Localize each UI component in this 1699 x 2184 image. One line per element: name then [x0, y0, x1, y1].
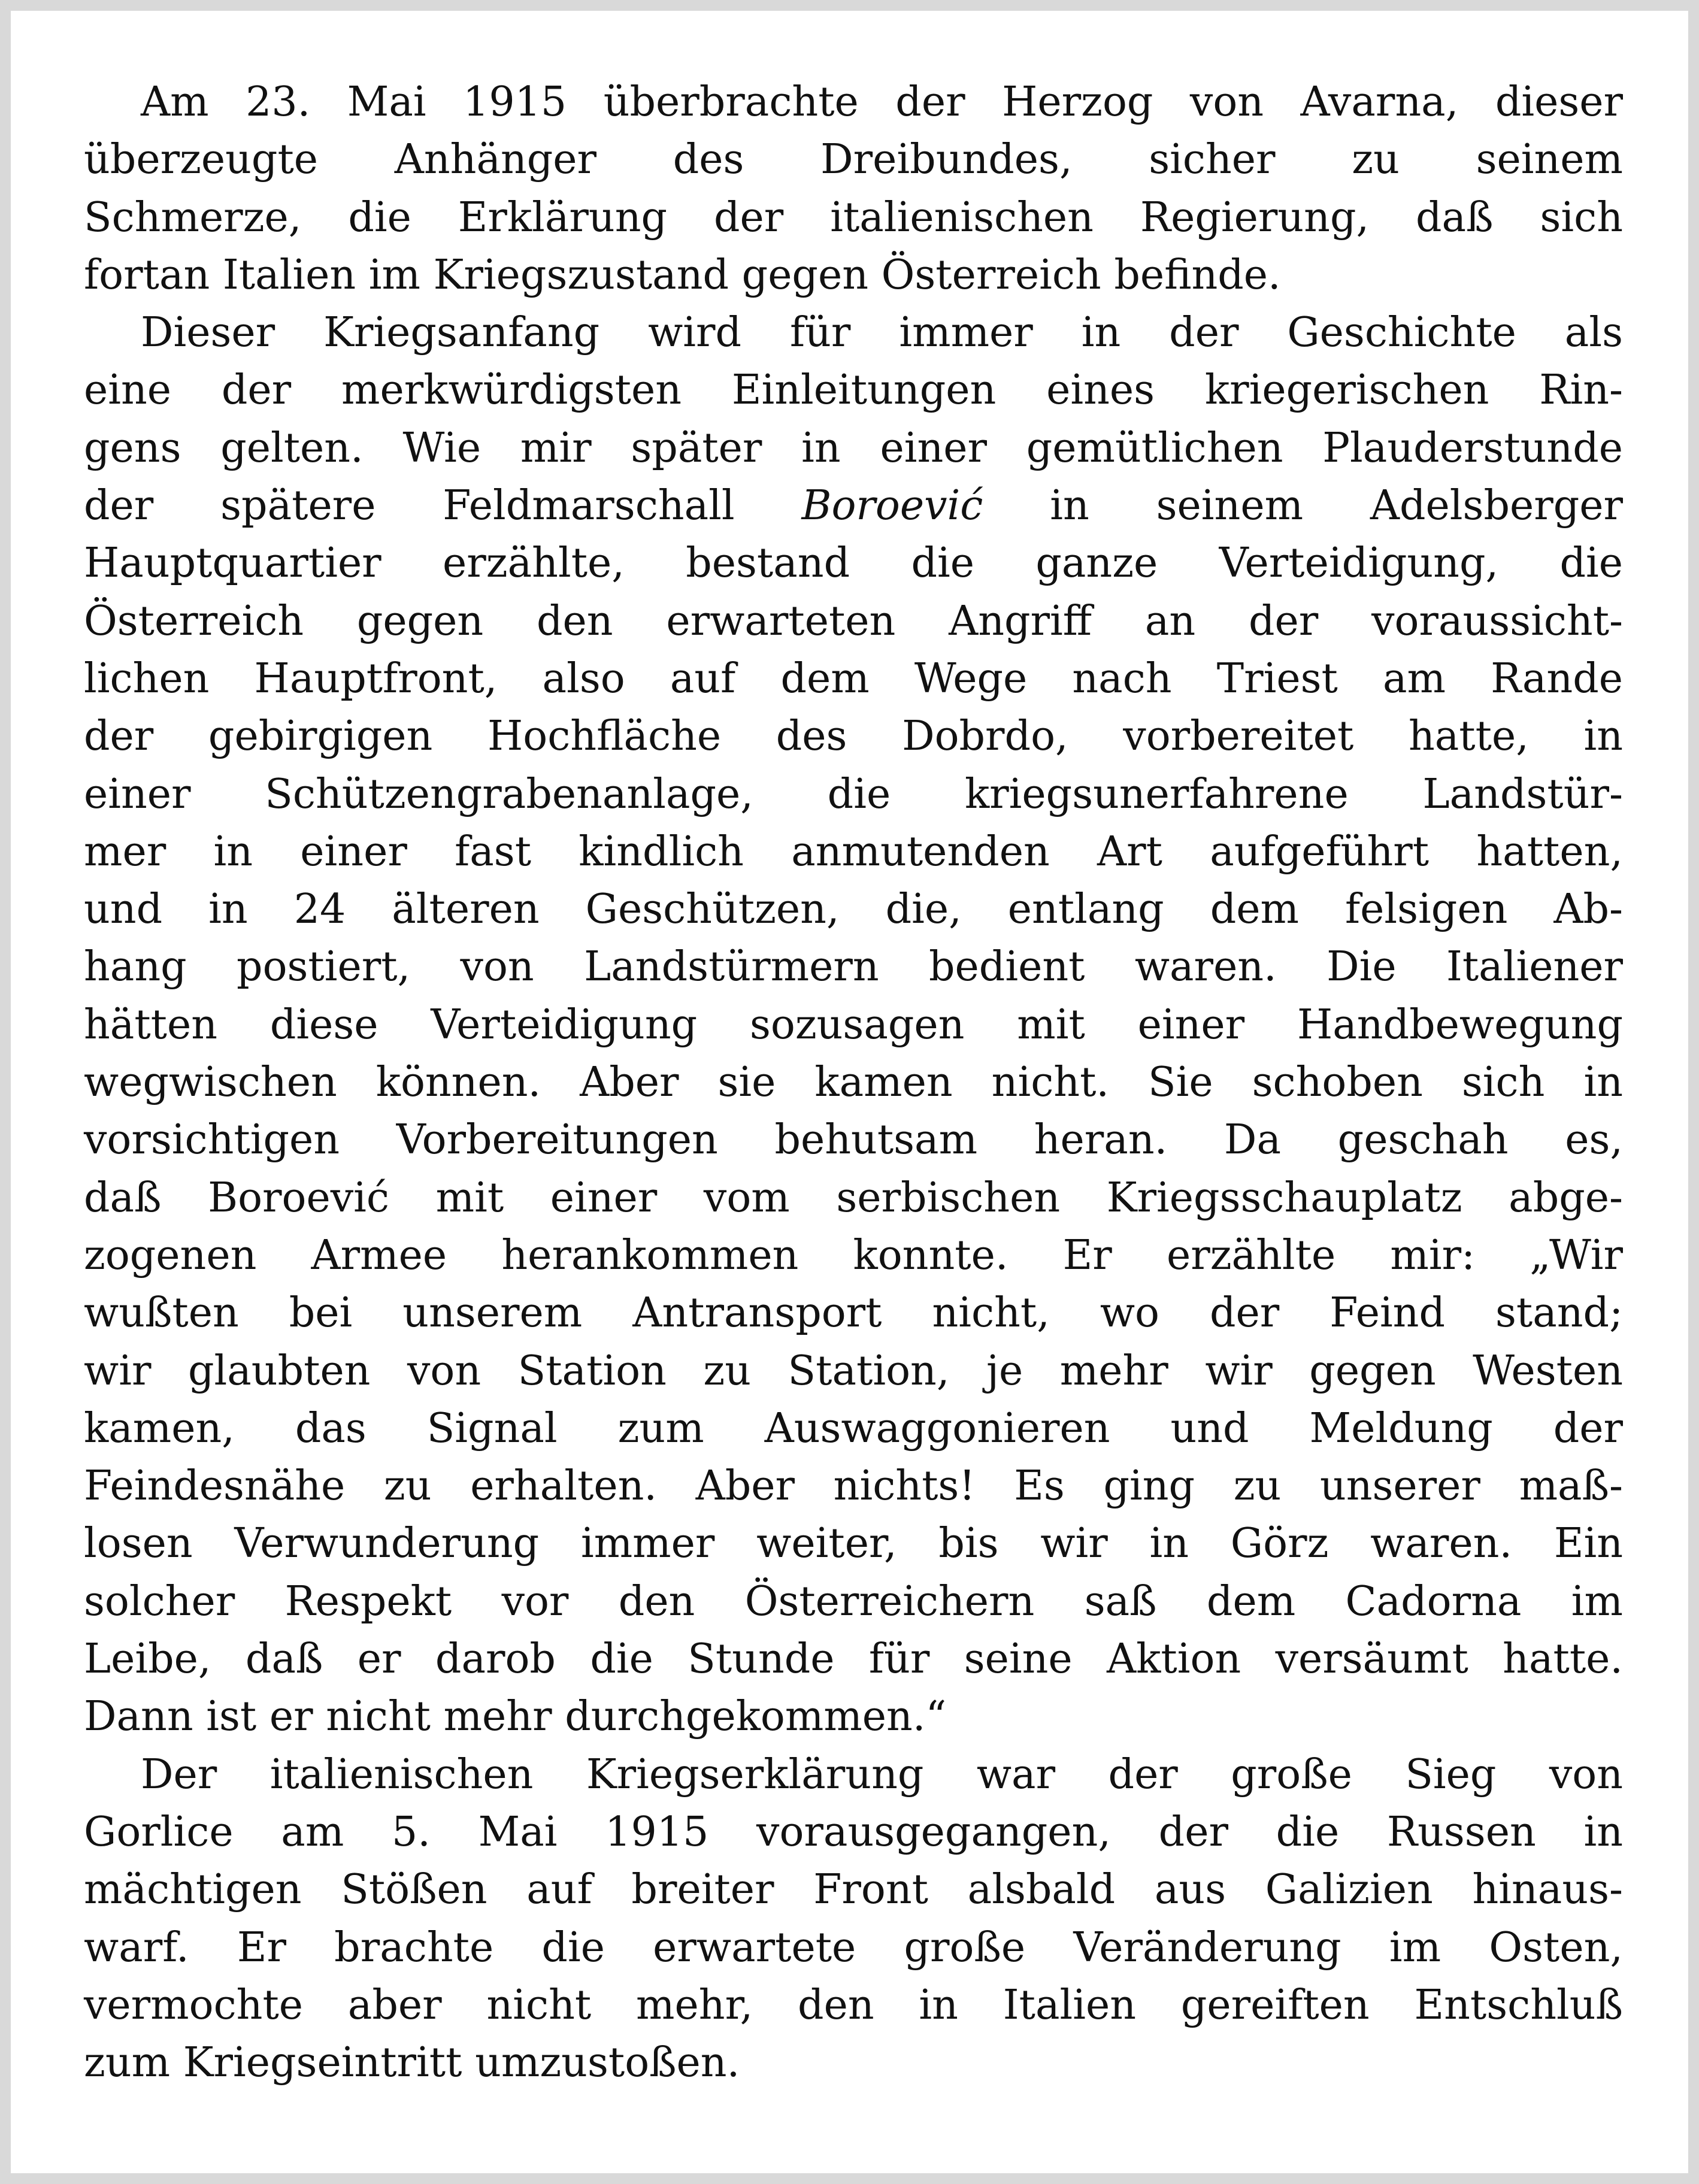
text-line: mächtigen Stößen auf breiter Front alsbald aus Galizien hinaus-: [84, 1866, 1623, 1914]
text-line: gens gelten. Wie mir später in einer gemütlichen Plauderstunde: [84, 424, 1623, 472]
text-line: zum Kriegseintritt umzustoßen.: [84, 2039, 740, 2087]
text-line: daß Boroević mit einer vom serbischen Kriegsschauplatz abge-: [84, 1174, 1623, 1222]
text-segment: der spätere Feldmarschall: [84, 482, 802, 530]
text-line: zogenen Armee herankommen konnte. Er erzählte mir: „Wir: [84, 1231, 1623, 1279]
text-line: eine der merkwürdigsten Einleitungen eines kriegerischen Rin-: [84, 366, 1623, 414]
text-line: und in 24 älteren Geschützen, die, entlang dem felsigen Ab-: [84, 886, 1623, 934]
text-line: Hauptquartier erzählte, bestand die ganze Verteidigung, die: [84, 540, 1623, 587]
text-line: hang postiert, von Landstürmern bedient waren. Die Italiener: [84, 943, 1623, 991]
text-line: hätten diese Verteidigung sozusagen mit einer Handbewegung: [84, 1001, 1623, 1049]
paragraph-1: [84, 74, 1623, 304]
paragraph-3: [84, 1746, 1623, 2092]
scanned-page: [11, 11, 1688, 2173]
text-line: Österreich gegen den erwarteten Angriff an der voraussicht-: [84, 597, 1623, 645]
paragraph-2: [84, 304, 1623, 1746]
text-line: vermochte aber nicht mehr, den in Italien gereiften Entschluß: [84, 1981, 1623, 2029]
text-line: Dieser Kriegsanfang wird für immer in der Geschichte als: [141, 309, 1623, 357]
text-line: mer in einer fast kindlich anmutenden Art aufgeführt hatten,: [84, 828, 1623, 876]
text-line: solcher Respekt vor den Österreichern saß dem Cadorna im: [84, 1577, 1623, 1625]
text-line: wußten bei unserem Antransport nicht, wo der Feind stand;: [84, 1289, 1623, 1337]
text-line: kamen, das Signal zum Auswaggonieren und Meldung der: [84, 1404, 1623, 1452]
text-line: der gebirgigen Hochfläche des Dobrdo, vorbereitet hatte, in: [84, 713, 1623, 761]
text-line: Leibe, daß er darob die Stunde für seine Aktion versäumt hatte.: [84, 1635, 1623, 1683]
text-line: einer Schützengrabenanlage, die kriegsunerfahrene Landstür-: [84, 770, 1623, 818]
text-line: Der italienischen Kriegserklärung war der große Sieg von: [141, 1750, 1623, 1798]
person-name-italic: Boroević: [801, 482, 983, 530]
text-line: Dann ist er nicht mehr durchgekommen.“: [84, 1693, 947, 1741]
text-segment: in seinem Adelsberger: [983, 482, 1623, 530]
text-line: losen Verwunderung immer weiter, bis wir in Görz waren. Ein: [84, 1520, 1623, 1568]
text-line: überzeugte Anhänger des Dreibundes, sicher zu seinem: [84, 136, 1623, 184]
text-line: vorsichtigen Vorbereitungen behutsam heran. Da geschah es,: [84, 1116, 1623, 1164]
text-line: wir glaubten von Station zu Station, je mehr wir gegen Westen: [84, 1347, 1623, 1395]
text-line: Schmerze, die Erklärung der italienischen Regierung, daß sich: [84, 193, 1623, 241]
text-line: [84, 477, 1623, 535]
text-line: Feindesnähe zu erhalten. Aber nichts! Es ging zu unserer maß-: [84, 1462, 1623, 1510]
text-line: Gorlice am 5. Mai 1915 vorausgegangen, der die Russen in: [84, 1808, 1623, 1856]
text-line: lichen Hauptfront, also auf dem Wege nach Triest am Rande: [84, 655, 1623, 702]
text-line: Am 23. Mai 1915 überbrachte der Herzog von Avarna, dieser: [141, 78, 1623, 126]
text-line: warf. Er brachte die erwartete große Veränderung im Osten,: [84, 1924, 1623, 1971]
text-line: fortan Italien im Kriegszustand gegen Österreich befinde.: [84, 251, 1281, 299]
text-line: wegwischen können. Aber sie kamen nicht. Sie schoben sich in: [84, 1059, 1623, 1107]
body-text: [84, 74, 1623, 2092]
